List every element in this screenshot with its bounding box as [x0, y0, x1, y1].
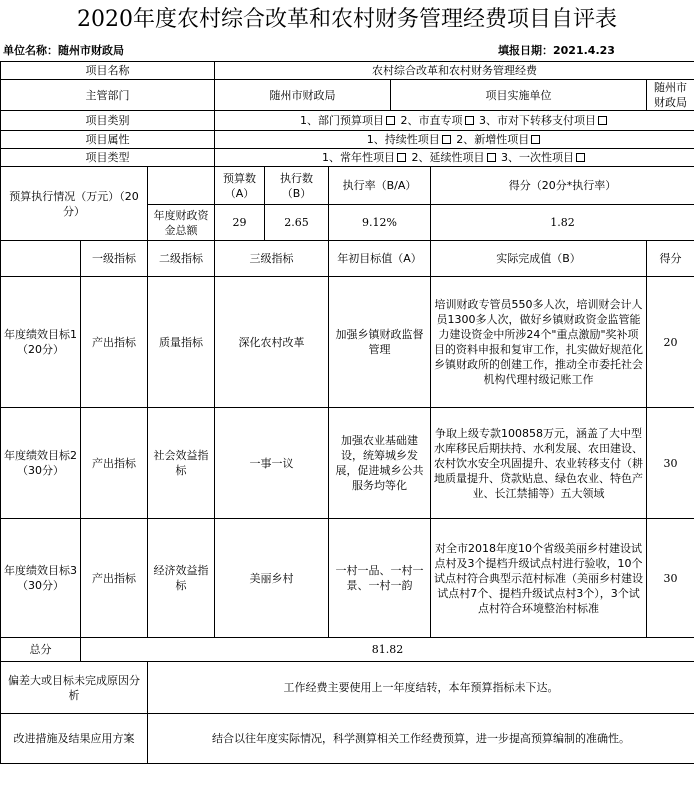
page-title: 2020年度农村综合改革和农村财务管理经费项目自评表 — [77, 7, 617, 32]
improve-label: 改进措施及结果应用方案 — [1, 714, 148, 764]
exec-value: 2.65 — [265, 205, 329, 241]
table-row — [1, 277, 694, 408]
project-name-value: 农村综合改革和农村财务管理经费 — [215, 62, 694, 80]
checkbox-icon — [531, 135, 540, 144]
checkbox-icon — [576, 153, 585, 162]
total-value: 81.82 — [81, 638, 694, 662]
deviation-label: 偏差大或目标未完成原因分析 — [1, 662, 148, 714]
total-label: 总分 — [1, 638, 81, 662]
l1-header: 一级指标 — [81, 241, 148, 277]
col-score-header: 得分（20分*执行率） — [431, 167, 694, 205]
attr-label: 项目属性 — [1, 131, 215, 149]
col-rate-header: 执行率（B/A） — [329, 167, 431, 205]
type-label: 项目类型 — [1, 149, 215, 167]
goal-score: 30 — [647, 408, 694, 519]
goal-name: 年度绩效目标2（30分） — [1, 408, 81, 519]
goal-l2: 质量指标 — [148, 277, 215, 408]
checkbox-icon — [442, 135, 451, 144]
checkbox-icon — [598, 116, 607, 125]
checkbox-icon — [386, 116, 395, 125]
category-option-3: 3、市对下转移支付项目 — [479, 114, 597, 127]
impl-unit-label: 项目实施单位 — [391, 80, 647, 111]
goal-score: 20 — [647, 277, 694, 408]
goal-actual: 培训财政专管员550多人次，培训财会计人员1300多人次，做好乡镇财政资金监管能力建设资金中所涉24个"重点激励"奖补项目的资料申报和复审工作，扎实做好规范化乡镇财政所的创建工作，推动全市委托社会机构代理村级记账工作 — [431, 277, 647, 408]
actual-header: 实际完成值（B） — [431, 241, 647, 277]
fill-date: 填报日期：2021.4.23 — [498, 44, 615, 57]
goal-score: 30 — [647, 519, 694, 638]
budget-blank — [148, 167, 215, 205]
attr-option-2: 2、新增性项目 — [456, 133, 530, 146]
table-row — [1, 408, 694, 519]
checkbox-icon — [487, 153, 496, 162]
table-row — [1, 519, 694, 638]
type-option-1: 1、常年性项目 — [322, 151, 396, 164]
budget-section-label: 预算执行情况（万元）（20分） — [1, 167, 148, 241]
type-options — [215, 149, 694, 167]
goal-actual: 对全市2018年度10个省级美丽乡村建设试点村及3个提档升级试点村进行验收，10个试点村符合典型示范村标准（美丽乡村建设试点村7个、提档升级试点村3个），3个试点村符合环境整治村标准 — [431, 519, 647, 638]
goal-header-blank — [1, 241, 81, 277]
target-header: 年初目标值（A） — [329, 241, 431, 277]
col-budget-header: 预算数（A） — [215, 167, 265, 205]
checkbox-icon — [397, 153, 406, 162]
goal-l1: 产出指标 — [81, 277, 148, 408]
project-name-label: 项目名称 — [1, 62, 215, 80]
category-option-1: 1、部门预算项目 — [300, 114, 385, 127]
type-option-3: 3、一次性项目 — [501, 151, 575, 164]
goal-l3: 美丽乡村 — [215, 519, 329, 638]
score-header: 得分 — [647, 241, 694, 277]
goal-l2: 社会效益指标 — [148, 408, 215, 519]
attr-options — [215, 131, 694, 149]
goal-l1: 产出指标 — [81, 519, 148, 638]
goal-actual: 争取上级专款100858万元，涵盖了大中型水库移民后期扶持、水利发展、农田建设、农村饮水安全巩固提升、农业转移支付（耕地质量提升、贷款贴息、绿色农业、特色产业、长江禁捕等）五大领域 — [431, 408, 647, 519]
goal-name: 年度绩效目标3（30分） — [1, 519, 81, 638]
type-option-2: 2、延续性项目 — [411, 151, 485, 164]
col-exec-header: 执行数（B） — [265, 167, 329, 205]
category-option-2: 2、市直专项 — [400, 114, 463, 127]
attr-option-1: 1、持续性项目 — [366, 133, 440, 146]
checkbox-icon — [465, 116, 474, 125]
budget-score-value: 1.82 — [431, 205, 694, 241]
rate-value: 9.12% — [329, 205, 431, 241]
improve-text: 结合以往年度实际情况，科学测算相关工作经费预算，进一步提高预算编制的准确性。 — [148, 714, 694, 764]
goal-l3: 一事一议 — [215, 408, 329, 519]
deviation-text: 工作经费主要使用上一年度结转，本年预算指标未下达。 — [148, 662, 694, 714]
budget-value: 29 — [215, 205, 265, 241]
evaluation-table — [0, 61, 694, 764]
unit-name: 单位名称：随州市财政局 — [3, 44, 124, 57]
goal-name: 年度绩效目标1（20分） — [1, 277, 81, 408]
goal-target: 一村一品、一村一景、一村一韵 — [329, 519, 431, 638]
fund-total-label: 年度财政资金总额 — [148, 205, 215, 241]
goal-l1: 产出指标 — [81, 408, 148, 519]
goal-target: 加强农业基础建设，统筹城乡发展，促进城乡公共服务均等化 — [329, 408, 431, 519]
l3-header: 三级指标 — [215, 241, 329, 277]
goal-l3: 深化农村改革 — [215, 277, 329, 408]
goal-l2: 经济效益指标 — [148, 519, 215, 638]
l2-header: 二级指标 — [148, 241, 215, 277]
goal-target: 加强乡镇财政监督管理 — [329, 277, 431, 408]
dept-value: 随州市财政局 — [215, 80, 391, 111]
category-label: 项目类别 — [1, 111, 215, 131]
dept-label: 主管部门 — [1, 80, 215, 111]
category-options — [215, 111, 694, 131]
impl-unit-value: 随州市财政局 — [647, 80, 694, 111]
